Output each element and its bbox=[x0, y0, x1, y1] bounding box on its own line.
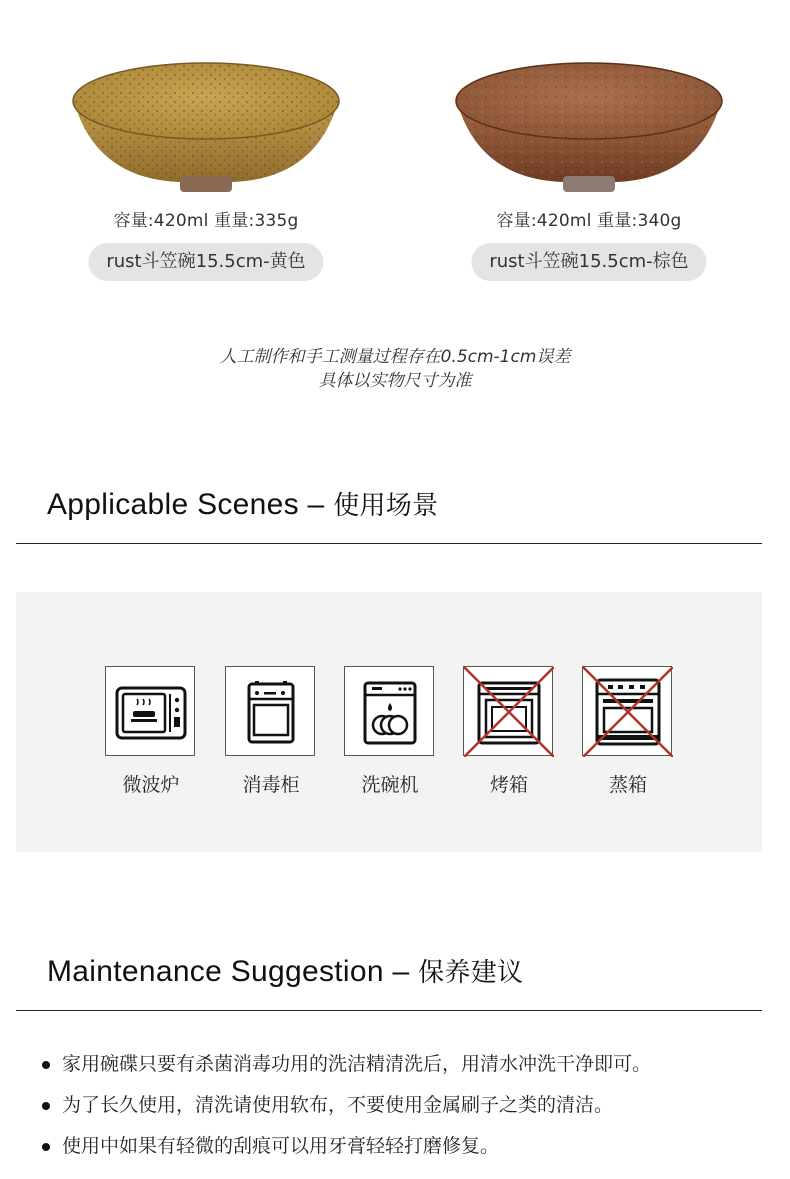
note-line-2: 具体以实物尺寸为准 bbox=[318, 371, 472, 391]
bullet-icon bbox=[42, 1061, 50, 1069]
scenes-panel bbox=[16, 592, 762, 852]
product-spec: 容量:420ml 重量:335g bbox=[113, 211, 299, 231]
scenes-heading bbox=[47, 485, 438, 522]
scene-dishwasher bbox=[344, 666, 436, 797]
list-item bbox=[40, 1046, 770, 1087]
maintenance-heading-cn: 保养建议 bbox=[418, 958, 524, 988]
scenes-heading-cn: 使用场景 bbox=[333, 491, 439, 521]
scene-label: 烤箱 bbox=[489, 774, 528, 796]
section-divider bbox=[16, 543, 762, 544]
maintenance-heading-en: Maintenance Suggestion – bbox=[47, 955, 419, 988]
scene-frame bbox=[105, 666, 195, 756]
product-spec: 容量:420ml 重量:340g bbox=[496, 211, 682, 231]
scene-frame bbox=[582, 666, 672, 756]
bullet-icon bbox=[42, 1143, 50, 1151]
tip-text: 家用碗碟只要有杀菌消毒功用的洗洁精清洗后，用清水冲洗干净即可。 bbox=[62, 1053, 652, 1075]
measurement-note bbox=[0, 345, 790, 393]
product-name-tag[interactable]: rust斗笠碗15.5cm-棕色 bbox=[471, 243, 706, 281]
scene-label: 消毒柜 bbox=[242, 774, 300, 796]
oven-icon bbox=[464, 667, 554, 757]
brown-bowl-image bbox=[439, 0, 739, 200]
scene-sterilizer bbox=[225, 666, 317, 797]
scene-frame bbox=[463, 666, 553, 756]
product-section bbox=[0, 0, 790, 300]
section-divider bbox=[16, 1010, 762, 1011]
microwave-icon bbox=[106, 667, 196, 757]
scene-oven bbox=[463, 666, 555, 797]
scene-microwave bbox=[105, 666, 197, 797]
yellow-bowl-image bbox=[56, 0, 356, 200]
note-line-1: 人工制作和手工测量过程存在0.5cm-1cm误差 bbox=[219, 347, 571, 367]
list-item bbox=[40, 1128, 770, 1169]
product-card-yellow bbox=[46, 0, 366, 272]
maintenance-tips bbox=[40, 1046, 770, 1169]
tip-text: 使用中如果有轻微的刮痕可以用牙膏轻轻打磨修复。 bbox=[62, 1135, 500, 1157]
scenes-heading-en: Applicable Scenes – bbox=[47, 488, 334, 521]
scene-frame bbox=[344, 666, 434, 756]
list-item bbox=[40, 1087, 770, 1128]
steamer-icon bbox=[583, 667, 673, 757]
dishwasher-icon bbox=[345, 667, 435, 757]
scene-label: 洗碗机 bbox=[361, 774, 419, 796]
scene-label: 蒸箱 bbox=[608, 774, 647, 796]
scene-frame bbox=[225, 666, 315, 756]
scene-label: 微波炉 bbox=[122, 774, 180, 796]
bullet-icon bbox=[42, 1102, 50, 1110]
product-card-brown bbox=[429, 0, 749, 272]
maintenance-heading bbox=[47, 952, 523, 989]
tip-text: 为了长久使用，清洗请使用软布，不要使用金属刷子之类的清洁。 bbox=[62, 1094, 614, 1116]
product-name-tag[interactable]: rust斗笠碗15.5cm-黄色 bbox=[88, 243, 323, 281]
sterilizer-cabinet-icon bbox=[226, 667, 316, 757]
scene-steamer bbox=[582, 666, 674, 797]
